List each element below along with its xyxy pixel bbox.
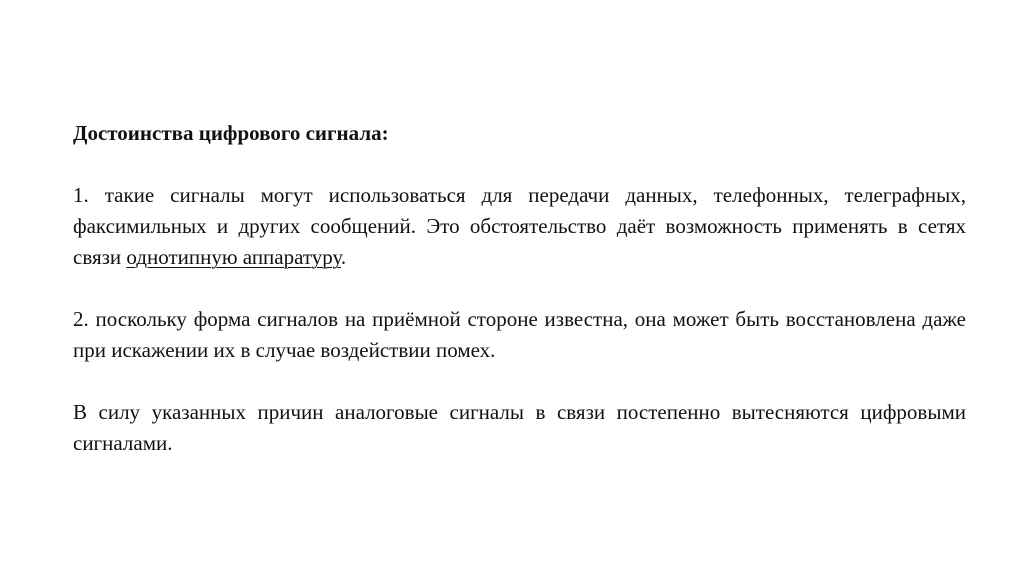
paragraph-1 xyxy=(73,180,966,273)
paragraph-1-text: 1. такие сигналы могут использоваться для передачи данных, телефонных, телеграфных, факсимильных и других сообщений. Это обстоятельство даёт возможность применять в сетях связи xyxy=(73,183,966,269)
slide-heading: Достоинства цифрового сигнала: xyxy=(73,121,389,145)
slide-content xyxy=(73,118,966,459)
uniform-equipment-link[interactable]: однотипную аппаратуру xyxy=(126,245,341,269)
paragraph-2: 2. поскольку форма сигналов на приёмной стороне известна, она может быть восстановлена даже при искажении их в случае воздействии помех. xyxy=(73,307,966,362)
paragraph-3: В силу указанных причин аналоговые сигналы в связи постепенно вытесняются цифровыми сигналами. xyxy=(73,400,966,455)
paragraph-1-end: . xyxy=(340,245,347,269)
